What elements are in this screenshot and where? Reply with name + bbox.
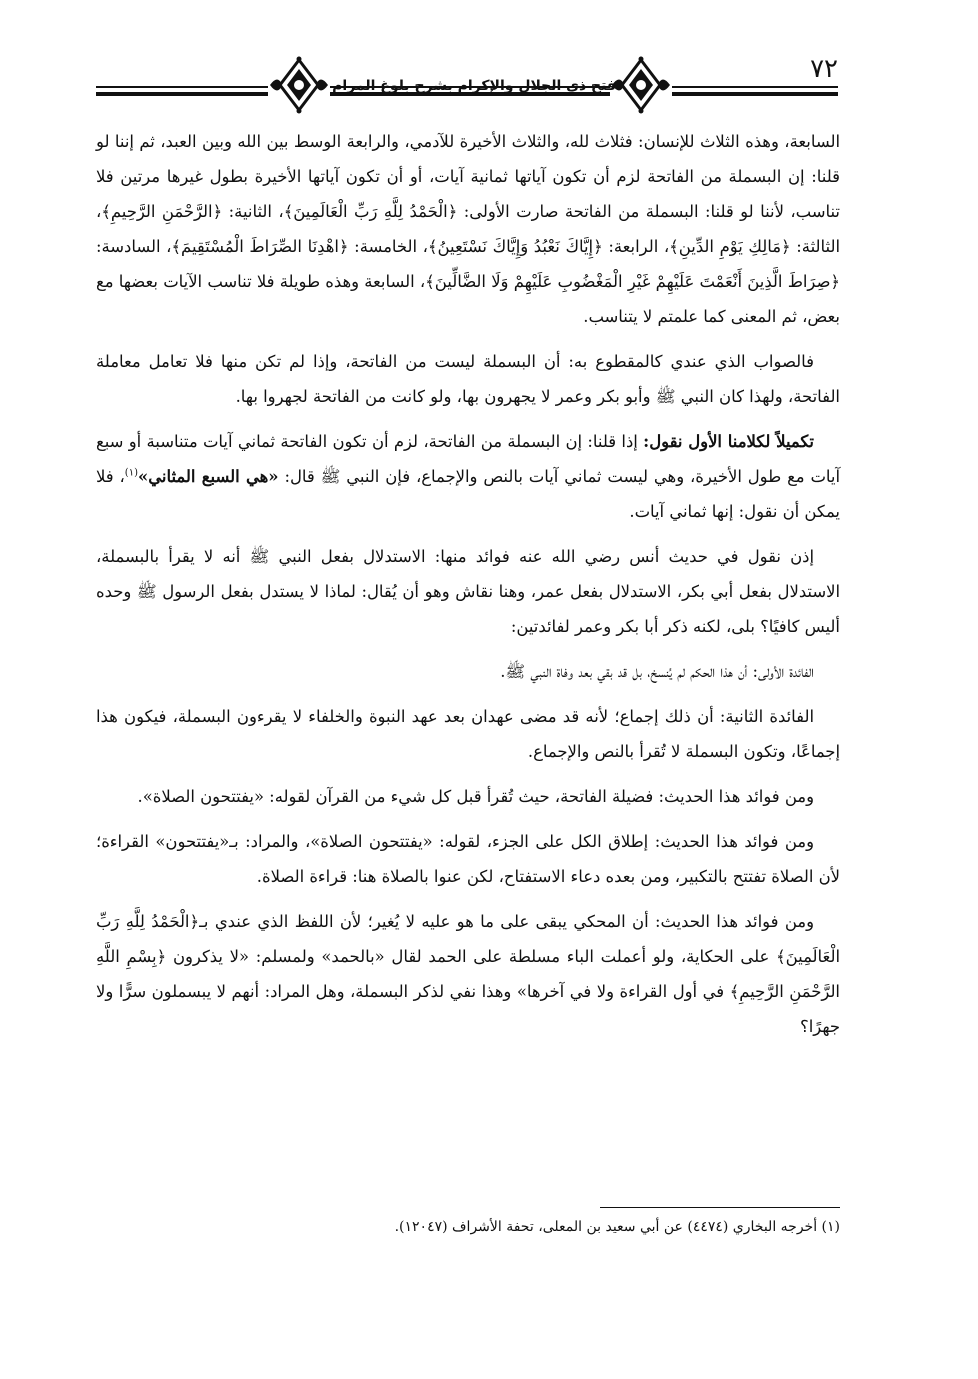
paragraph-7: ومن فوائد هذا الحديث: إطلاق الكل على الجزء، لقوله: «يفتتحون الصلاة»، والمراد: بـ«يفتتحون» القراءة؛ لأن الصلاة تفتتح بالتكبير، ومن بعده دعاء الاستفتاح، لكن عنوا بالصلاة هنا: قراءة الصلاة. [96, 832, 840, 886]
takmila-text: إذا قلنا: إن البسملة من الفاتحة، لزم أن تكون الفاتحة ثماني آيات متناسبة أو سبع آيات مع طول الأخيرة، وهي ليست ثماني آيات بالنص والإجماع، فإن النبي ﷺ قال: [96, 432, 841, 486]
paragraph-5: الفائدة الثانية: أن ذلك إجماع؛ لأنه قد مضى عهدان بعد عهد النبوة والخلفاء لا يقرءون البسملة، فيكون هذا إجماعًا، وتكون البسملة لا تُقرأ بالنص والإجماع. [96, 707, 840, 761]
ornament-left-icon [268, 56, 330, 114]
running-title: فتح ذي الجلال والإكرام بشرح بلوغ المرام [332, 78, 616, 94]
ornament-right-icon [610, 56, 672, 114]
page-number: ٧٢ [810, 54, 838, 84]
paragraph-8: ومن فوائد هذا الحديث: أن المحكي يبقى على ما هو عليه لا يُغير؛ لأن اللفظ الذي عندي بـ﴿الْحَمْدُ لِلَّهِ رَبِّ الْعَالَمِينَ﴾ على الحكاية، ولو أعملت الباء مسلطة على الحمد لقال «بالحمد» ولمسلم: «لا يذكرون ﴿بِسْمِ اللَّهِ الرَّحْمَنِ الرَّحِيمِ﴾ في أول القراءة ولا في آخرها» وهذا نفي لذكر البسملة، وهل المراد: أنهم لا يبسملون سرًّا ولا جهرًا؟ [96, 912, 840, 1036]
paragraph-1: السابعة، وهذه الثلاث للإنسان: فثلاث لله، والثلاث الأخيرة للآدمي، والرابعة الوسط بين الله وبين العبد، ثم إننا لو قلنا: إن البسملة من الفاتحة لزم أن تكون آياتها ثمانية آيات، أو أن تكون آياتها الأخيرة بطول غيرها مرتين فلا تناسب، لأننا لو قلنا: البسملة من الفاتحة صارت الأولى: ﴿الْحَمْدُ لِلَّهِ رَبِّ الْعَالَمِينَ﴾، الثانية: ﴿الرَّحْمَنِ الرَّحِيمِ﴾، الثالثة: ﴿مَالِكِ يَوْمِ الدِّينِ﴾، الرابعة: ﴿إِيَّاكَ نَعْبُدُ وَإِيَّاكَ نَسْتَعِينُ﴾، الخامسة: ﴿اهْدِنَا الصِّرَاطَ الْمُسْتَقِيمَ﴾، السادسة: ﴿صِرَاطَ الَّذِينَ أَنْعَمْتَ عَلَيْهِمْ غَيْرِ الْمَغْضُوبِ عَلَيْهِمْ وَلَا الضَّالِّينَ﴾، السابعة وهذه طويلة فلا تناسب الآيات بعضها مع بعض، ثم المعنى كما علمتم لا يتناسب. [96, 132, 840, 326]
paragraph-6: ومن فوائد هذا الحديث: فضيلة الفاتحة، حيث تُقرأ قبل كل شيء من القرآن لقوله: «يفتتحون الصلاة». [137, 787, 814, 806]
footnote-separator [600, 1207, 840, 1208]
takmila-lead: تكميلاً لكلامنا الأول نقول: [643, 432, 814, 451]
page-content [96, 124, 840, 1054]
takmila-quote: «هي السبع المثاني» [137, 467, 279, 486]
paragraph-2: فالصواب الذي عندي كالمقطوع به: أن البسملة ليست من الفاتحة، وإذا لم تكن منها فلا تعامل معاملة الفاتحة، ولهذا كان النبي ﷺ وأبو بكر وعمر لا يجهرون بها، ولو كانت من الفاتحة لجهروا بها. [96, 352, 840, 406]
takmila-text-end: ، فلا يمكن أن نقول: إنها ثماني آيات. [96, 467, 840, 521]
paragraph-3: إذن نقول في حديث أنس رضي الله عنه فوائد منها: الاستدلال بفعل النبي ﷺ أنه لا يقرأ بالبسملة، الاستدلال بفعل أبي بكر، الاستدلال بفعل عمر، وهنا نقاش وهو أن يُقال: لماذا لا يستدل بفعل الرسول ﷺ وحده أليس كافيًا؟ بلى، لكنه ذكر أبا بكر وعمر لفائدتين: [96, 547, 840, 636]
footnote-1: (١) أخرجه البخاري (٤٤٧٤) عن أبي سعيد بن المعلى، تحفة الأشراف (١٢٠٤٧). [394, 1219, 840, 1235]
paragraph-4: الفائدة الأولى: أن هذا الحكم لم يُنسخ، بل قد بقي بعد وفاة النبي ﷺ. [500, 662, 814, 681]
page-header [96, 52, 838, 122]
footnote-ref-1[interactable]: (١) [124, 467, 138, 479]
paragraph-takmila [96, 424, 840, 529]
